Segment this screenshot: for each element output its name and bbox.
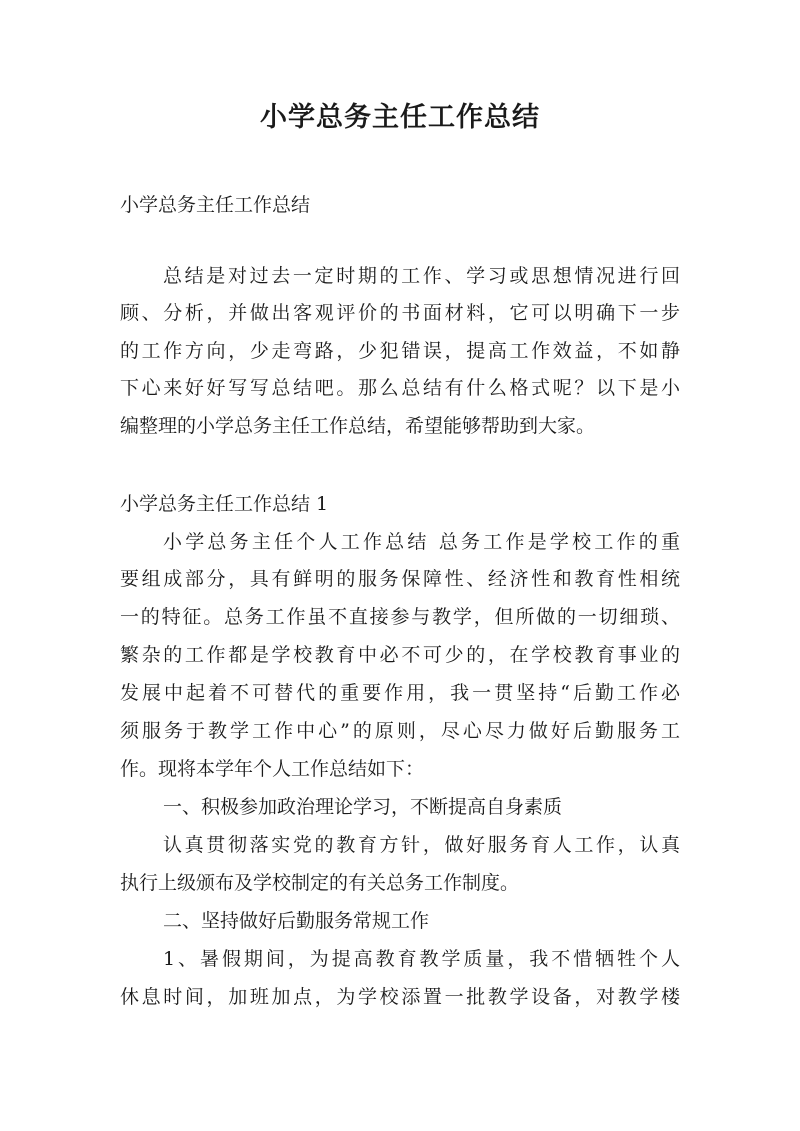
paragraph-line: 小学总务主任个人工作总结 总务工作是学校工作的重: [163, 531, 680, 553]
paragraph-line: 休息时间，加班加点，为学校添置一批教学设备，对教学楼: [120, 986, 680, 1008]
paragraph-line: 总结是对过去一定时期的工作、学习或思想情况进行回: [163, 265, 680, 287]
paragraph-line: 繁杂的工作都是学校教育中必不可少的，在学校教育事业的: [120, 644, 680, 666]
paragraph-line: 要组成部分，具有鲜明的服务保障性、经济性和教育性相统: [120, 568, 680, 590]
paragraph-line: 1、暑假期间，为提高教育教学质量，我不惜牺牲个人: [163, 948, 680, 970]
document-title: 小学总务主任工作总结: [260, 102, 540, 133]
paragraph-line: 下心来好好写写总结吧。那么总结有什么格式呢？以下是小: [120, 377, 680, 399]
document-subtitle: 小学总务主任工作总结: [120, 194, 311, 216]
paragraph-line: 一的特征。总务工作虽不直接参与教学，但所做的一切细琐、: [120, 606, 680, 628]
list-heading: 一、积极参加政治理论学习，不断提高自身素质: [163, 796, 563, 818]
paragraph-line: 发展中起着不可替代的重要作用，我一贯坚持“后勤工作必: [120, 682, 680, 704]
list-heading: 二、坚持做好后勤服务常规工作: [163, 910, 430, 932]
paragraph-line: 的工作方向，少走弯路，少犯错误，提高工作效益，不如静: [120, 340, 680, 362]
paragraph-line: 认真贯彻落实党的教育方针，做好服务育人工作，认真: [163, 834, 680, 856]
paragraph-line: 执行上级颁布及学校制定的有关总务工作制度。: [120, 872, 520, 894]
paragraph-line: 编整理的小学总务主任工作总结，希望能够帮助到大家。: [120, 415, 596, 437]
paragraph-line: 作。现将本学年个人工作总结如下：: [120, 758, 425, 780]
section-heading: 小学总务主任工作总结 1: [120, 493, 329, 515]
paragraph-line: 须服务于教学工作中心”的原则，尽心尽力做好后勤服务工: [120, 720, 680, 742]
paragraph-line: 顾、分析，并做出客观评价的书面材料，它可以明确下一步: [120, 302, 680, 324]
